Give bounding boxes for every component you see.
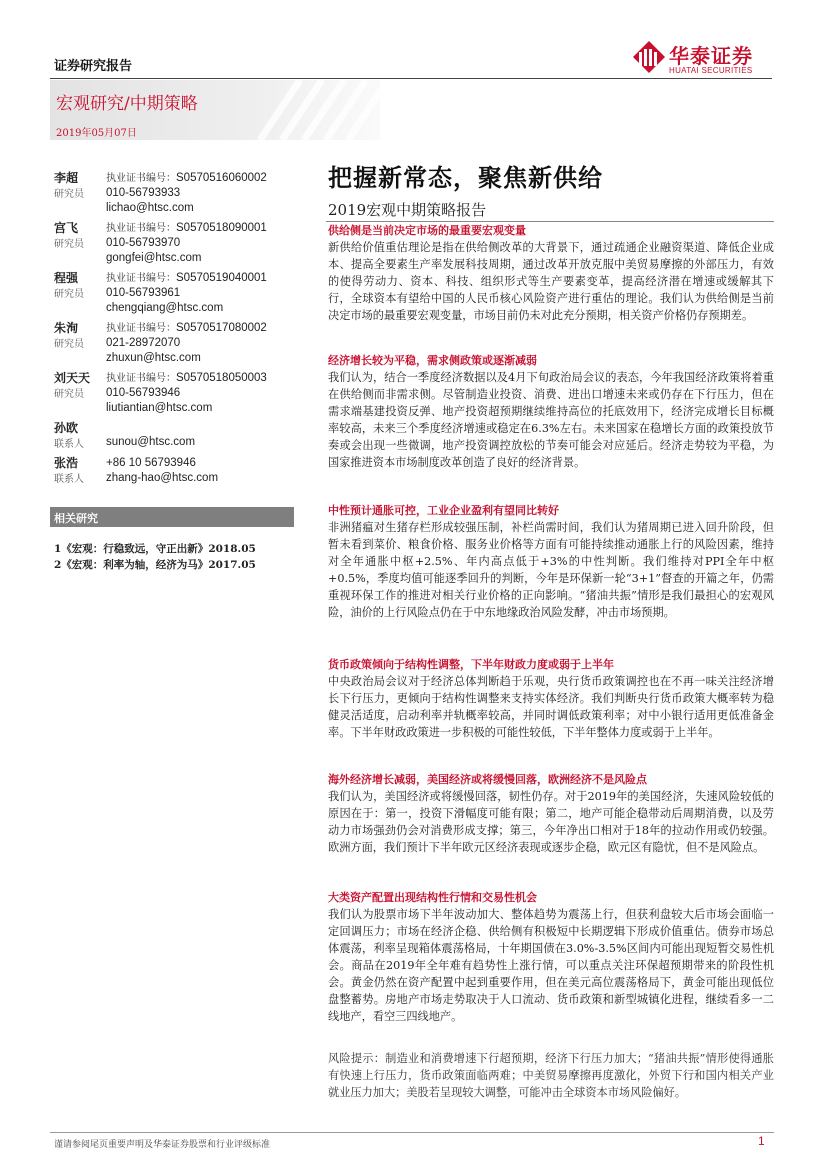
analyst-role: 研究员 (54, 239, 84, 250)
contact-email[interactable]: sunou@htsc.com (106, 436, 196, 448)
analyst-name: 程强 (54, 271, 79, 285)
cert-number: S0570519040001 (176, 272, 267, 284)
related-item-title: 《宏观：利率为轴，经济为马》 (61, 559, 209, 571)
analyst-role: 研究员 (54, 189, 84, 200)
contact-name: 孙欧 (54, 421, 79, 435)
related-item-number: 1 (54, 543, 62, 555)
analyst-role: 研究员 (54, 389, 84, 400)
related-item[interactable] (54, 557, 256, 573)
section-body: 我们认为，结合一季度经济数据以及4月下旬政治局会议的表态，今年我国经济政策将着重在供给侧而非需求侧。尽管制造业投资、消费、进出口增速未来或仍存在下行压力，但在需求端基建投资反弹、地产投资超预期继续维持高位的托底效用下，经济完成增长目标概率较高，未来三个季度经济增速或稳定在6.3%左右。未来国家在稳增长方面的政策投放节奏或会出现一些微调，地产投资调控放松的节奏可能会对应延后。经济走势较为平稳，为国家推进资本市场制度改革创造了良好的经济背景。 (328, 371, 774, 469)
logo-chinese-name: 华泰证券 (669, 44, 753, 68)
analyst-name: 宫飞 (54, 221, 79, 235)
related-item-date: 2017.05 (208, 559, 256, 571)
analyst-email[interactable]: chengqiang@htsc.com (106, 302, 224, 314)
analyst-card (54, 171, 314, 217)
report-subtitle: 2019宏观中期策略报告 (328, 201, 487, 219)
analyst-role: 研究员 (54, 339, 84, 350)
cert-label: 执业证书编号： (106, 373, 176, 384)
analyst-email[interactable]: liutiantian@htsc.com (106, 402, 213, 414)
cert-label: 执业证书编号： (106, 173, 176, 184)
analyst-name: 李超 (54, 171, 79, 185)
cert-label: 执业证书编号： (106, 223, 176, 234)
contact-email[interactable]: zhang-hao@htsc.com (106, 472, 219, 484)
cert-number: S0570518050003 (176, 372, 267, 384)
company-logo (632, 40, 777, 76)
analyst-name: 朱洵 (54, 321, 79, 335)
section-heading: 经济增长较为平稳，需求侧政策或逐渐减弱 (328, 354, 537, 367)
analyst-card (54, 271, 314, 317)
section-body: 我们认为股票市场下半年波动加大、整体趋势为震荡上行，但获利盘较大后市场会面临一定回调压力；市场在经济企稳、供给侧有积极短中长期逻辑下形成价值重估。债券市场总体震荡，利率呈现箱体震荡格局，十年期国债在3.0%-3.5%区间内可能出现短暂交易性机会。商品在2019年全年难有趋势性上涨行情，可以重点关注环保超预期带来的阶段性机会。黄金仍然在资产配置中起到重要作用，但在美元高位震荡格局下，黄金可能出现低位盘整蓄势。房地产市场走势取决于人口流动、货币政策和新型城镇化进程，继续看多一二线地产，看空三四线地产。 (328, 908, 774, 1023)
analyst-role: 研究员 (54, 289, 84, 300)
cert-label: 执业证书编号： (106, 273, 176, 284)
section-supply-side (328, 222, 774, 324)
contact-role: 联系人 (54, 474, 84, 485)
section-growth (328, 352, 774, 471)
section-heading: 海外经济增长减弱，美国经济或将缓慢回落，欧洲经济不是风险点 (328, 773, 647, 786)
section-body: 中央政治局会议对于经济总体判断趋于乐观，央行货币政策调控也在不再一味关注经济增长下行压力，更倾向于结构性调整来支持实体经济。我们判断央行货币政策大概率转为稳健灵活适度，启动利率并轨概率较高，并同时调低政策利率；对中小银行适用更低准备金率。下半年财政政策进一步积极的可能性较低，下半年整体力度或弱于上半年。 (328, 675, 774, 739)
contact-phone: +86 10 56793946 (106, 457, 196, 469)
section-overseas (328, 771, 774, 856)
header-divider (50, 78, 772, 79)
section-heading: 中性预计通胀可控，工业企业盈利有望同比转好 (328, 504, 559, 517)
related-item-number: 2 (54, 559, 62, 571)
contact-card (54, 456, 314, 488)
section-heading: 货币政策倾向于结构性调整，下半年财政力度或弱于上半年 (328, 658, 614, 671)
analyst-name: 刘天天 (54, 371, 91, 385)
section-body: 我们认为，美国经济或将缓慢回落，韧性仍存。对于2019年的美国经济，失速风险较低的原因在于：第一，投资下滑幅度可能有限；第二，地产可能企稳带动后周期消费，以及劳动力市场强劲仍会对消费形成支撑；第三，今年净出口相对于18年的拉动作用或仍较强。欧洲方面，我们预计下半年欧元区经济表现或逐步企稳，欧元区有隐忧，但不是风险点。 (328, 790, 774, 854)
related-item[interactable] (54, 541, 256, 557)
section-monetary-policy (328, 656, 774, 741)
report-category: 宏观研究/中期策略 (56, 94, 198, 114)
contact-role: 联系人 (54, 439, 84, 450)
analyst-email[interactable]: zhuxun@htsc.com (106, 352, 201, 364)
analyst-phone: 021-28972070 (106, 337, 181, 349)
banner-stripes-decoration (240, 80, 380, 140)
analyst-phone: 010-56793961 (106, 287, 181, 299)
page-number: 1 (758, 1134, 765, 1148)
related-research-header (50, 507, 294, 527)
risk-warning: 风险提示：制造业和消费增速下行超预期，经济下行压力加大；“猪油共振”情形使得通胀有快速上行压力，货币政策面临两难；中美贸易摩擦再度激化，外贸下行和国内相关产业就业压力加大；美股若呈现较大调整，可能冲击全球资本市场风险偏好。 (328, 1052, 774, 1099)
analyst-email[interactable]: gongfei@htsc.com (106, 252, 202, 264)
section-heading: 供给侧是当前决定市场的最重要宏观变量 (328, 224, 526, 237)
cert-number: S0570517080002 (176, 322, 267, 334)
analyst-email[interactable]: lichao@htsc.com (106, 202, 194, 214)
section-body: 非洲猪瘟对生猪存栏形成较强压制，补栏尚需时间，我们认为猪周期已进入回升阶段，但暂未看到菜价、粮食价格、服务业价格等方面有可能持续推动通胀上行的风险因素，维持对全年通胀中枢+2.5%、年内高点低于+3%的中性判断。我们维持对PPI全年中枢+0.5%，季度均值可能逐季回升的判断，今年是环保新一轮“3+1”督查的开篇之年，仍需重视环保工作的推进对相关行业价格的正向影响。“猪油共振”情形是我们最担心的宏观风险，油价的上行风险点仍在于中东地缘政治风险发酵，冲击市场预期。 (328, 521, 774, 619)
huatai-logo-icon (632, 40, 666, 74)
related-item-date: 2018.05 (208, 543, 256, 555)
analyst-card (54, 221, 314, 267)
analyst-phone: 010-56793946 (106, 387, 181, 399)
cert-label: 执业证书编号： (106, 323, 176, 334)
analyst-card (54, 321, 314, 367)
analyst-card (54, 371, 314, 417)
analyst-phone: 010-56793933 (106, 187, 181, 199)
analyst-phone: 010-56793970 (106, 237, 181, 249)
section-risk (328, 1050, 774, 1101)
related-research-list (54, 541, 256, 573)
category-banner (50, 80, 380, 140)
footer-divider (50, 1132, 774, 1133)
contact-name: 张浩 (54, 456, 79, 470)
footer-disclaimer[interactable]: 谨请参阅尾页重要声明及华泰证券股票和行业评级标准 (54, 1140, 271, 1150)
section-asset-allocation (328, 889, 774, 1025)
report-title: 把握新常态，聚焦新供给 (328, 163, 603, 192)
section-body: 新供给价值重估理论是指在供给侧改革的大背景下，通过疏通企业融资渠道、降低企业成本、提高全要素生产率发展科技周期，通过改革开放克服中美贸易摩擦的外部压力，有效的使得劳动力、资本、科技、组织形式等生产要素变革，提高经济潜在增速或缓解其下行，全球资本有望给中国的人民币核心风险资产进行重估的理论。我们认为供给侧是当前决定市场的最重要宏观变量，市场目前仍未对此充分预期，相关资产价格仍存预期差。 (328, 241, 774, 322)
contact-card (54, 421, 314, 451)
cert-number: S0570518090001 (176, 222, 267, 234)
related-item-title: 《宏观：行稳致远，守正出新》 (61, 543, 209, 555)
section-heading: 大类资产配置出现结构性行情和交易性机会 (328, 891, 537, 904)
cert-number: S0570516060002 (176, 172, 267, 184)
doc-type-label: 证券研究报告 (54, 59, 133, 74)
section-inflation (328, 502, 774, 621)
logo-english-name: HUATAI SECURITIES (669, 66, 753, 75)
report-date: 2019年05月07日 (56, 128, 137, 139)
related-research-title: 相关研究 (54, 512, 98, 525)
